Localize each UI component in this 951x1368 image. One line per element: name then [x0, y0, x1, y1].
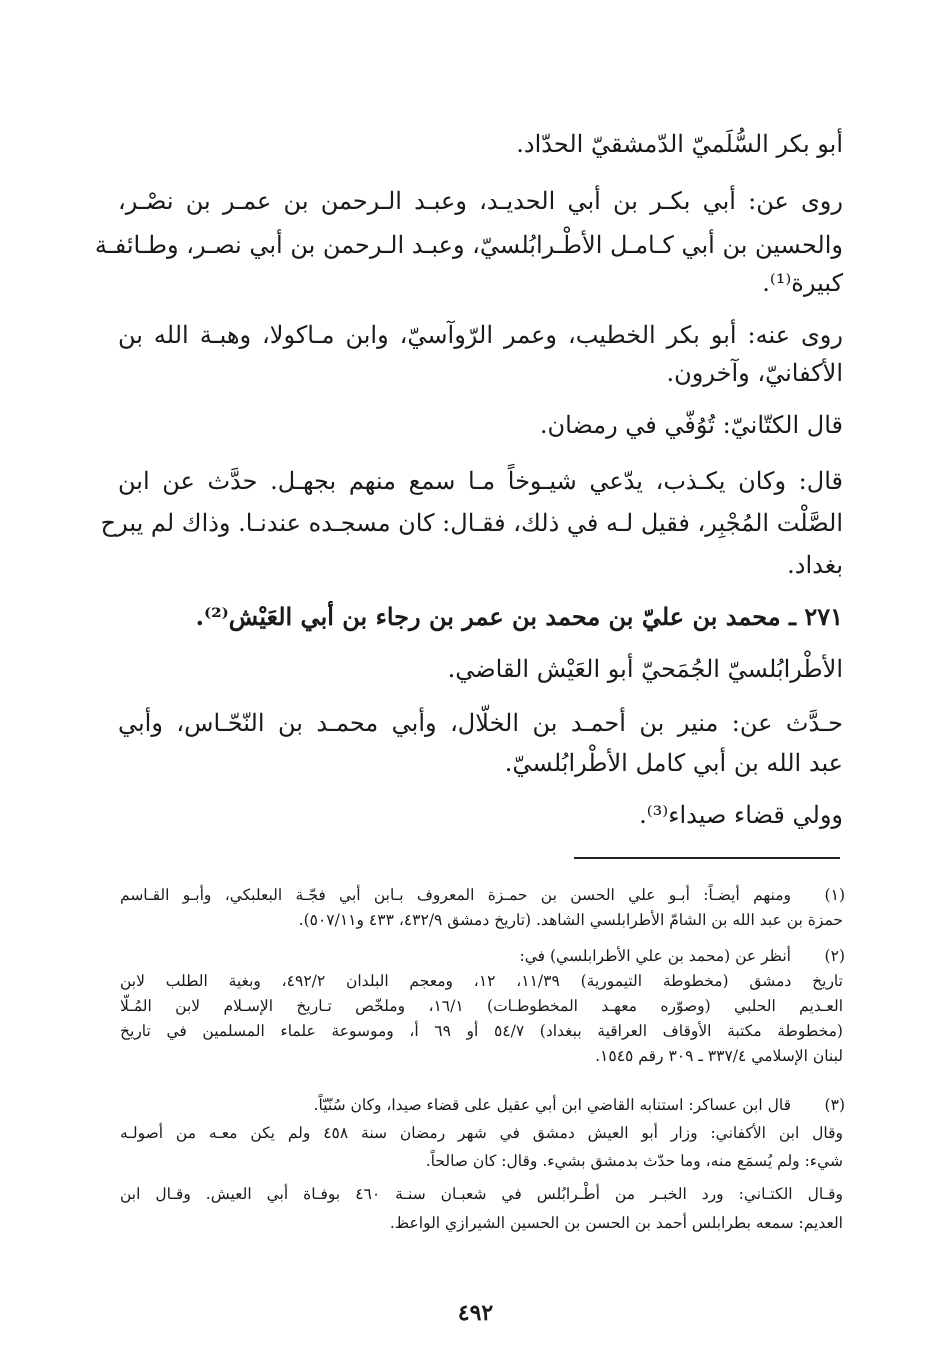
footnote-1-line-1: ومنهم أيضـاً: أبـو علي الحسن بن حمـزة المعروف بـابن أبي فجّـة البعلبكي، وأبـو القـاسم	[120, 886, 791, 904]
footnote-2-line-5: لبنان الإسلامي ٣٣٧/٤ ـ ٣٠٩ رقم ١٥٤٥.	[595, 1047, 843, 1065]
footnote-1-line-2: حمزة بن عبد الله بن الشامّ الأطرابلسي الشاهد. (تاريخ دمشق ٤٣٢/٩، ٤٣٣ و٥٠٧/١١).	[298, 911, 843, 929]
footnote-3-line-5: العديم: سمعه بطرابلس أحمد بن الحسن بن الحسين الشيرازي الواعظ.	[389, 1214, 843, 1232]
footnote-2-line-1: أنظر عن (محمد بن علي الأطرابلسي) في:	[519, 947, 791, 965]
text-line-8: قال: وكان يكـذب، يدّعي شيـوخاً مـا سمع منهم بجهـل. حدَّث عن ابن	[118, 467, 843, 495]
text-line-9: الصَّلْت المُجْبِر، فقيل لـه في ذلك، فقـال: كان مسجـده عندنـا. وذاك لم يبرح	[100, 509, 843, 537]
text-line-2: روى عن: أبي بكـر بن أبي الحديـد، وعبـد الـرحمن بن عمـر بن نصْـر،	[118, 187, 843, 215]
text-line-10: بغداد.	[787, 551, 843, 579]
page-number: ٤٩٢	[457, 1300, 494, 1326]
footnote-3-line-4: وقـال الكتـاني: ورد الخبـر من أطْـرابُلس في شعبـان سنـة ٤٦٠ بوفـاة أبي العيش. وقـال ابن	[120, 1185, 843, 1203]
footnote-3-line-3: شيء: ولم يُسمَع منه، وما حدّث بدمشق بشيء. وقال: كان صالحاً.	[425, 1152, 843, 1170]
footnote-2-line-4: (مخطوطة مكتبة الأوقاف العراقية ببغداد) ٥٤/٧ أو ٦٩ أ، وموسوعة علماء المسلمين في تاريخ	[120, 1022, 843, 1040]
footnote-separator	[574, 857, 840, 859]
footnote-number-2: (٢)	[824, 947, 845, 965]
text-line-13: حـدَّث عن: منير بن أحمـد بن الخلّال، وأبي محمـد بن النّحّـاس، وأبي	[118, 709, 843, 737]
text-line-15: وولي قضاء صيداء⁽³⁾.	[639, 801, 843, 829]
footnote-2-line-3: العـديم الحلبي (وصوّره معهـد المخطوطـات) ١٦/١، وملخّص تـاريخ الإسـلام لابن المُـلّا	[120, 997, 843, 1015]
footnote-3-line-1: قال ابن عساكر: استنابه القاضي ابن أبي عقيل على قضاء صيدا، وكان سُنّيّاً.	[313, 1096, 791, 1114]
text-line-6: الأكفانيّ، وآخرون.	[666, 359, 843, 387]
footnote-3-line-2: وقال ابن الأكفاني: وزار أبو العيش دمشق في شهر رمضان سنة ٤٥٨ ولم يكن معـه من أصولـه	[120, 1124, 843, 1142]
text-line-1: أبو بكر السُّلَميّ الدّمشقيّ الحدّاد.	[516, 130, 843, 158]
footnote-number-3: (٣)	[824, 1096, 845, 1114]
entry-heading: ٢٧١ ـ محمد بن عليّ بن محمد بن عمر بن رجاء بن أبي العَيْش⁽²⁾.	[195, 602, 843, 631]
text-line-12: الأطْرابُلسيّ الجُمَحيّ أبو العَيْش القاضي.	[447, 655, 843, 683]
text-line-3: والحسين بن أبي كـامـل الأطْـرابُلسيّ، وعبـد الـرحمن بن أبي نصـر، وطـائفـة	[94, 231, 843, 259]
text-line-14: عبد الله بن أبي كامل الأطْرابُلسيّ.	[504, 749, 843, 777]
text-line-7: قال الكتّانيّ: تُوُفّي في رمضان.	[539, 411, 843, 439]
footnote-2-line-2: تاريخ دمشق (مخطوطة التيمورية) ١١/٣٩، ١٢، ومعجم البلدان ٤٩٢/٢، وبغية الطلب لابن	[120, 972, 843, 990]
footnote-number-1: (١)	[824, 886, 845, 904]
text-line-5: روى عنه: أبو بكر الخطيب، وعمر الرّوآسيّ، وابن مـاكولا، وهبـة الله بن	[118, 321, 843, 349]
text-line-4: كبيرة⁽¹⁾.	[762, 269, 843, 297]
